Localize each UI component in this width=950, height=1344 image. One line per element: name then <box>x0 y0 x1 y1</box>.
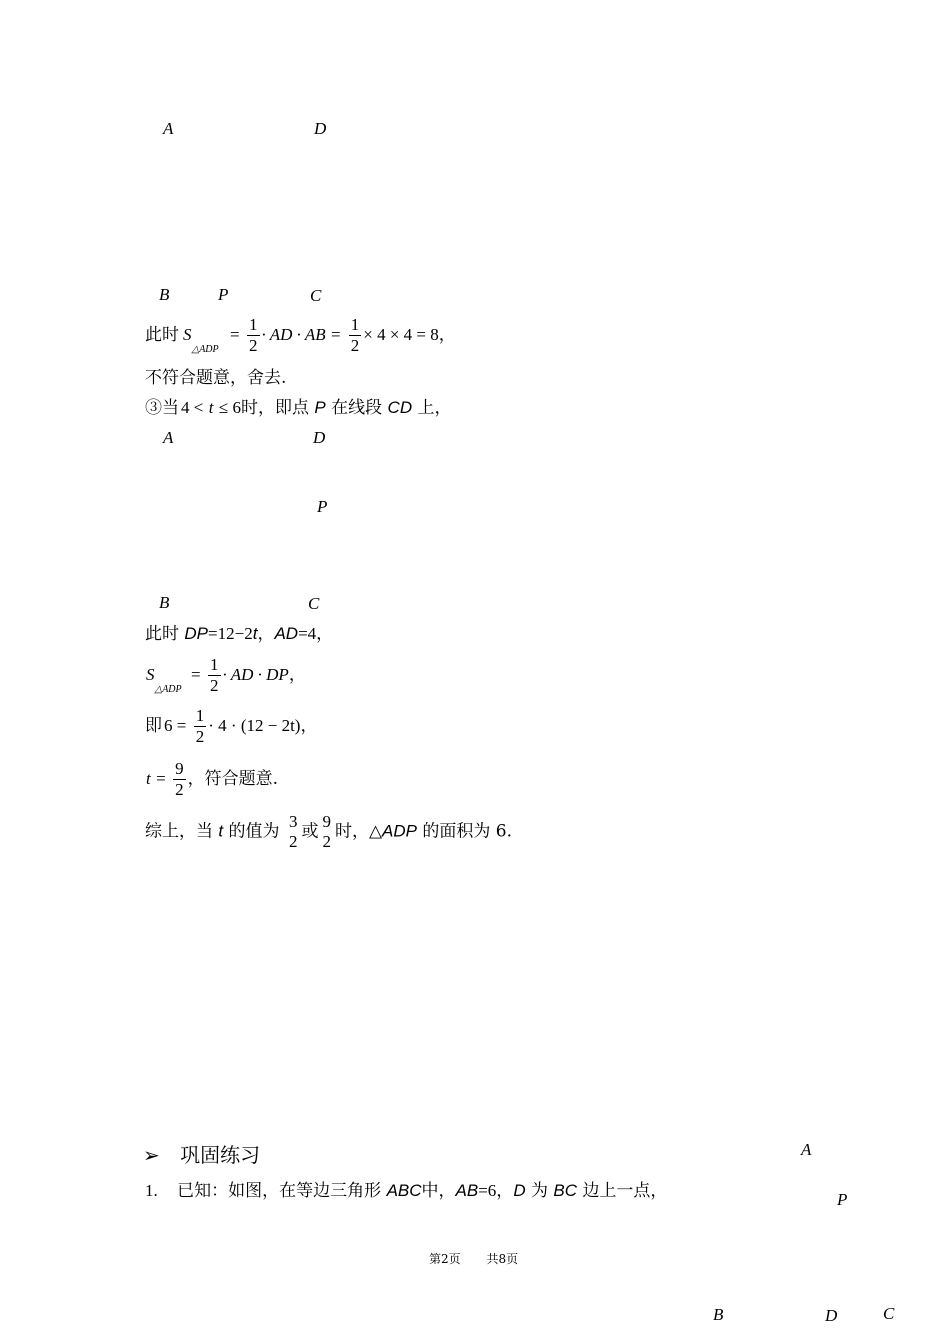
fig1-label-c: C <box>310 286 322 305</box>
text-prefix: 此时 <box>145 624 179 644</box>
arrow-bullet-icon: ➢ <box>143 1143 160 1167</box>
cond-t: t <box>208 398 214 417</box>
fig1-label-b: B <box>159 285 170 304</box>
equation-line <box>145 707 317 746</box>
problem-number: 1. <box>145 1181 158 1200</box>
fig3-label-p: P <box>837 1190 848 1209</box>
dp-value: =12−2 <box>208 624 253 643</box>
fraction-half-2: $\frac{1}{2}$ <box>350 315 360 355</box>
expression-ad-dp: · AD · DP <box>222 664 289 684</box>
case-suffix: 上， <box>417 398 452 418</box>
segment-dp: DP <box>184 624 209 643</box>
point-p: P <box>314 398 326 417</box>
fraction-half: $\frac{1}{2}$ <box>210 655 219 695</box>
fraction-half: $\frac{1}{2}$ <box>195 706 205 746</box>
case-3-line <box>145 396 452 420</box>
text-mid: 的值为 <box>228 821 280 842</box>
triangle-abc: ABC <box>386 1181 422 1200</box>
area-dp-formula-line <box>146 656 306 695</box>
fig2-label-d: D <box>313 428 326 447</box>
equals-sign: = <box>230 324 240 344</box>
case-mid: 时，即点 <box>240 398 309 418</box>
point-d: D <box>513 1181 526 1200</box>
area-formula-line <box>145 316 456 355</box>
text-prefix: 综上，当 <box>145 821 213 842</box>
fig2-label-c: C <box>308 594 320 613</box>
fig2-label-b: B <box>159 593 170 612</box>
fig1-label-p: P <box>218 285 229 304</box>
dp-value-line <box>145 622 333 646</box>
fraction-nine-halves: 9 2 <box>322 812 331 851</box>
fig3-label-d: D <box>825 1306 838 1325</box>
area-subscript: △ADP <box>191 343 219 355</box>
segment-ab: AB <box>455 1181 479 1200</box>
punct-comma: ， <box>288 664 306 685</box>
ab-value: =6， <box>478 1181 514 1200</box>
case-mid2: 在线段 <box>331 398 383 418</box>
fig3-label-c: C <box>883 1304 895 1323</box>
segment-cd: CD <box>387 398 413 417</box>
area-subscript: △ADP <box>154 683 182 695</box>
text-prefix: 此时 <box>145 324 179 345</box>
page-total: 共8页 <box>486 1252 519 1266</box>
problem-mid: 中， <box>421 1181 456 1201</box>
triangle-adp: ADP <box>382 821 417 841</box>
cond-left: 4 < <box>181 398 204 417</box>
problem-1 <box>145 1179 667 1203</box>
page-footer <box>429 1250 518 1267</box>
page-number: 第2页 <box>429 1252 461 1266</box>
area-symbol: S <box>146 664 155 684</box>
equation-rhs: · 4 · (12 − 2t) <box>208 715 301 735</box>
solution-line <box>146 760 278 799</box>
text-prefix: 即 <box>145 715 162 736</box>
text-triangle: 时，△ <box>334 821 383 842</box>
conclusion-line <box>145 813 512 851</box>
case-prefix: ③当 <box>145 398 179 418</box>
punct-comma: ， <box>300 715 318 736</box>
fig1-label-a: A <box>163 119 174 138</box>
problem-mid2: 为 <box>531 1181 548 1201</box>
fig2-label-p: P <box>317 497 328 516</box>
solution-suffix: ，符合题意. <box>187 768 279 789</box>
ad-value: =4， <box>298 624 334 643</box>
segment-bc: BC <box>553 1181 578 1200</box>
section-title: 巩固练习 <box>180 1143 261 1167</box>
fig3-label-a: A <box>801 1140 812 1159</box>
fig1-label-d: D <box>314 119 327 138</box>
equals-sign: = <box>156 768 166 788</box>
var-t: t <box>146 768 151 788</box>
cond-right: ≤ 6 <box>218 398 241 417</box>
area-symbol: S <box>183 324 192 344</box>
fig3-label-b: B <box>713 1305 724 1324</box>
fraction-three-halves: 3 2 <box>288 812 298 851</box>
fig2-label-a: A <box>163 428 174 447</box>
fraction-nine-halves: $\frac{9}{2}$ <box>175 759 184 799</box>
equals-sign: = <box>191 664 201 684</box>
fraction-half: $\frac{1}{2}$ <box>249 315 258 355</box>
punct-comma: ， <box>257 624 275 644</box>
text-suffix: 的面积为 6. <box>422 821 513 842</box>
segment-ad: AD <box>274 624 299 643</box>
problem-suffix: 边上一点， <box>582 1181 668 1201</box>
expression-ad-ab: · AD · AB = <box>261 324 342 344</box>
text-or: 或 <box>301 821 319 842</box>
section-heading <box>143 1139 260 1168</box>
problem-prefix: 已知：如图，在等边三角形 <box>177 1181 382 1201</box>
equation-lhs: 6 = <box>164 715 187 735</box>
expression-product: × 4 × 4 = 8 <box>363 324 439 344</box>
var-t: t <box>218 821 224 841</box>
rejection-line: 不符合题意，舍去. <box>145 368 287 388</box>
var-t: t <box>252 624 258 643</box>
punct-comma: ， <box>438 324 456 345</box>
